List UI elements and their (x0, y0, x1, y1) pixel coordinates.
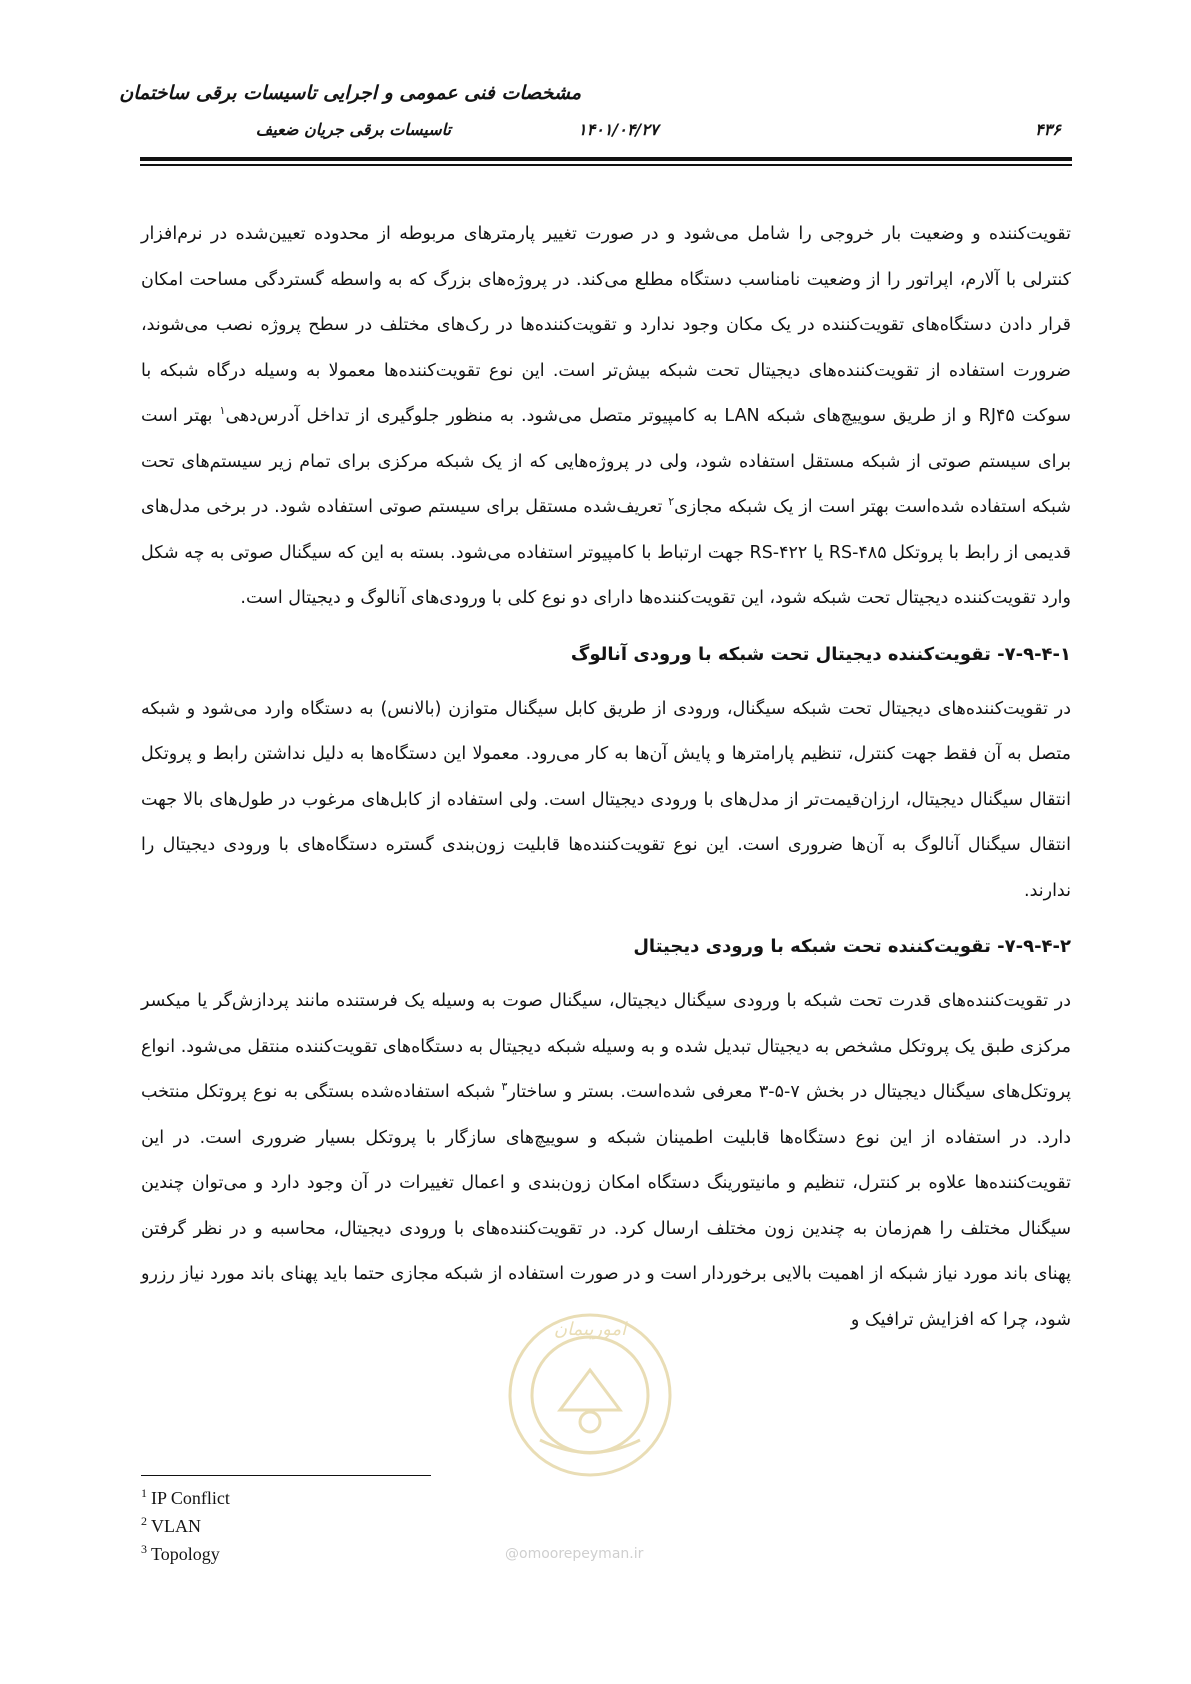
watermark-site: @omoorepeyman.ir (505, 1546, 644, 1562)
footnote-separator (141, 1475, 431, 1476)
header-title: مشخصات فنی عمومی و اجرایی تاسیسات برقی ساختمان (119, 82, 581, 104)
footnote-ref-3[interactable]: ۳ (501, 1080, 508, 1094)
footnote-1: $^1$ IP Conflict (141, 1486, 230, 1508)
footnotes (141, 1482, 541, 1566)
section-digital-paragraph: در تقویت‌کننده‌های قدرت تحت شبکه با ورودی سیگنال دیجیتال، سیگنال صوت به وسیله یک فرستنده مانند پردازش‌گر یا میکسر مرکزی طبق یک پروتکل مشخص به دیجیتال تبدیل شده و به وسیله شبکه دیجیتال به دستگاه‌های تقویت‌کننده منتقل می‌شود. انواع پروتکل‌های سیگنال دیجیتال در بخش ۷-۵-۳ معرفی شده‌است. بستر و ساختار$^۳$ شبکه استفاده‌شده بستگی به نوع پروتکل منتخب دارد. در استفاده از این نوع دستگاه‌ها قابلیت اطمینان شبکه و سوییچ‌های سازگار با پروتکل بسیار ضروری است. در این تقویت‌کننده‌ها علاوه بر کنترل، تنظیم و مانیتورینگ دستگاه امکان زون‌بندی و اعمال تغییرات در آن وجود دارد و می‌توان چندین سیگنال مختلف را هم‌زمان به چندین زون مختلف ارسال کرد. در تقویت‌کننده‌های با ورودی دیجیتال، محاسبه و در نظر گرفتن پهنای باند مورد نیاز شبکه از اهمیت بالایی برخوردار است و در صورت استفاده از شبکه مجازی حتما باید پهنای باند مورد نیاز رزرو شود، چرا که افزایش ترافیک و (141, 991, 1071, 1330)
footnote-3: $^3$ Topology (141, 1542, 220, 1564)
page-number: ۴۳۶ (1035, 120, 1061, 139)
section-analog-paragraph: در تقویت‌کننده‌های دیجیتال تحت شبکه سیگنال، ورودی از طریق کابل سیگنال متوازن (بالانس) به دستگاه وارد می‌شود و شبکه متصل به آن فقط جهت کنترل، تنظیم پارامترها و پایش آن‌ها به کار می‌رود. معمولا این دستگاه‌ها به دلیل نداشتن رابط و پروتکل انتقال سیگنال دیجیتال، ارزان‌قیمت‌تر از مدل‌های با ورودی دیجیتال است. ولی استفاده از کابل‌های مرغوب در طول‌های بالا جهت انتقال سیگنال آنالوگ به آن‌ها ضروری است. این نوع تقویت‌کننده‌ها قابلیت زون‌بندی گستره دستگاه‌های با ورودی دیجیتال را ندارند. (141, 698, 1071, 901)
header-subtitle: تاسیسات برقی جریان ضعیف (255, 120, 451, 139)
watermark-logo-text: امورپیمان (553, 1319, 627, 1340)
footnote-ref-2[interactable]: ۲ (668, 495, 675, 509)
header-rule-thick (140, 157, 1072, 161)
intro-paragraph: تقویت‌کننده و وضعیت بار خروجی را شامل می‌شود و در صورت تغییر پارمترهای مربوطه از محدوده تعیین‌شده در نرم‌افزار کنترلی با آلارم، اپراتور را از وضعیت نامناسب دستگاه مطلع می‌کند. در پروژه‌های بزرگ که به واسطه گستردگی مساحت امکان قرار دادن دستگاه‌های تقویت‌کننده در یک مکان وجود ندارد و تقویت‌کننده‌ها در رک‌های مختلف در سطح پروژه نصب می‌شوند، ضرورت استفاده از تقویت‌کننده‌های دیجیتال تحت شبکه بیش‌تر است. این نوع تقویت‌کننده‌ها معمولا به وسیله درگاه شبکه با سوکت RJ۴۵ و از طریق سوییچ‌های شبکه LAN به کامپیوتر متصل می‌شود. به منظور جلوگیری از تداخل آدرس‌دهی$^۱$ بهتر است برای سیستم صوتی از شبکه مستقل استفاده شود، ولی در پروژه‌هایی که از یک شبکه مرکزی برای تمام زیر سیستم‌های تحت شبکه استفاده شده‌است بهتر است از یک شبکه مجازی$^۲$ تعریف‌شده مستقل برای سیستم صوتی استفاده شود. در برخی مدل‌های قدیمی از رابط با پروتکل RS-۴۸۵ یا RS-۴۲۲ جهت ارتباط با کامپیوتر استفاده می‌شود. بسته به این که سیگنال صوتی به چه شکل وارد تقویت‌کننده دیجیتال تحت شبکه شود، این تقویت‌کننده‌ها دارای دو نوع کلی با ورودی‌های آنالوگ و دیجیتال است. (141, 224, 1072, 608)
document-body (141, 212, 1071, 1343)
watermark-logo-icon (480, 1290, 700, 1490)
header-rule-thin (140, 164, 1072, 166)
footnote-ref-1[interactable]: ۱ (219, 404, 226, 418)
section-heading-analog: ۷-۹-۴-۱- تقویت‌کننده دیجیتال تحت شبکه با ورودی آنالوگ (570, 643, 1071, 665)
section-heading-digital: ۷-۹-۴-۲- تقویت‌کننده تحت شبکه با ورودی دیجیتال (633, 936, 1071, 957)
footnote-2: $^2$ VLAN (141, 1514, 201, 1536)
header-date: ۱۴۰۱/۰۴/۲۷ (578, 120, 659, 139)
